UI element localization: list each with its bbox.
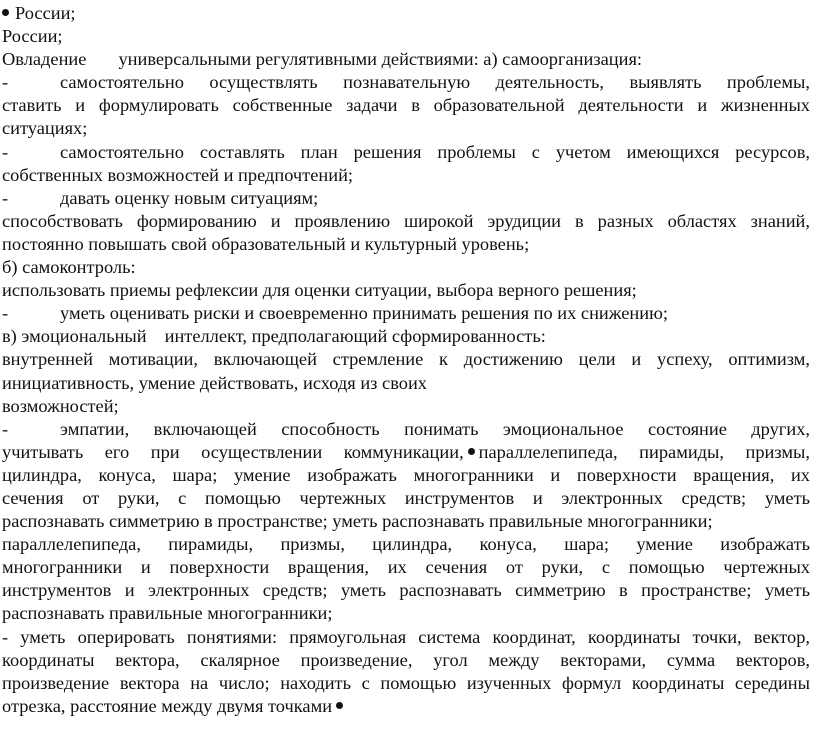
text-line: - самостоятельно составлять план решения проблемы с учетом имеющихся ресурсов,: [2, 141, 810, 162]
text-line: произведение вектора на число; находить с помощью изученных формул координаты середины: [2, 672, 810, 693]
text-line: ситуациях;: [2, 118, 88, 139]
text-line: отрезка, расстояние между двумя точками: [2, 695, 810, 718]
text-line: учитывать его при осуществлении коммуникации, параллелепипеда, пирамиды, призмы,: [2, 441, 810, 462]
text-line: - самостоятельно осуществлять познавательную деятельность, выявлять проблемы,: [2, 72, 810, 93]
text-line: параллелепипеда, пирамиды, призмы, цилиндра, конуса, шара; умение изображать: [2, 534, 810, 555]
text-line: постоянно повышать свой образовательный и культурный уровень;: [2, 233, 530, 254]
text-line: способствовать формированию и проявлению широкой эрудиции в разных областях знаний,: [2, 210, 810, 231]
text-line: многогранники и поверхности вращения, их сечения от руки, с помощью чертежных: [2, 557, 810, 578]
bullet-icon: [2, 9, 9, 16]
text-line: инициативность, умение действовать, исходя из своих: [2, 372, 427, 393]
text-line: - уметь оценивать риски и своевременно принимать решения по их снижению;: [2, 303, 668, 324]
text-line: координаты вектора, скалярное произведение, угол между векторами, сумма векторов,: [2, 649, 810, 670]
text-line: внутренней мотивации, включающей стремление к достижению цели и успеху, оптимизм,: [2, 349, 810, 370]
text-line: России;: [2, 26, 63, 47]
text-line: цилиндра, конуса, шара; умение изображать многогранники и поверхности вращения, их: [2, 464, 810, 485]
bullet-icon: [336, 702, 343, 709]
text-line: - эмпатии, включающей способность понимать эмоциональное состояние других,: [2, 418, 810, 439]
text-line: инструментов и электронных средств; уметь распознавать симметрию в пространстве; уметь: [2, 580, 810, 601]
text-line: - уметь оперировать понятиями: прямоугольная система координат, координаты точки, вектор,: [2, 626, 810, 647]
text-line: распознавать симметрию в пространстве; уметь распознавать правильные многогранники;: [2, 511, 713, 532]
text-line: России;: [2, 2, 810, 25]
text-line: ставить и формулировать собственные задачи в образовательной деятельности и жизненных: [2, 95, 810, 116]
bullet-icon: [468, 448, 475, 455]
text-line: собственных возможностей и предпочтений;: [2, 164, 354, 185]
text-line: возможностей;: [2, 395, 119, 416]
text-line: в) эмоциональный интеллект, предполагающий сформированность:: [2, 326, 546, 347]
text-line: сечения от руки, с помощью чертежных инструментов и электронных средств; уметь: [2, 487, 810, 508]
text-line: распознавать правильные многогранники;: [2, 603, 333, 624]
text-line: б) самоконтроль:: [2, 257, 136, 278]
text-line: Овладение универсальными регулятивными действиями: а) самоорганизация:: [2, 49, 643, 70]
text-line: использовать приемы рефлексии для оценки ситуации, выбора верного решения;: [2, 280, 637, 301]
text-line: - давать оценку новым ситуациям;: [2, 187, 319, 208]
